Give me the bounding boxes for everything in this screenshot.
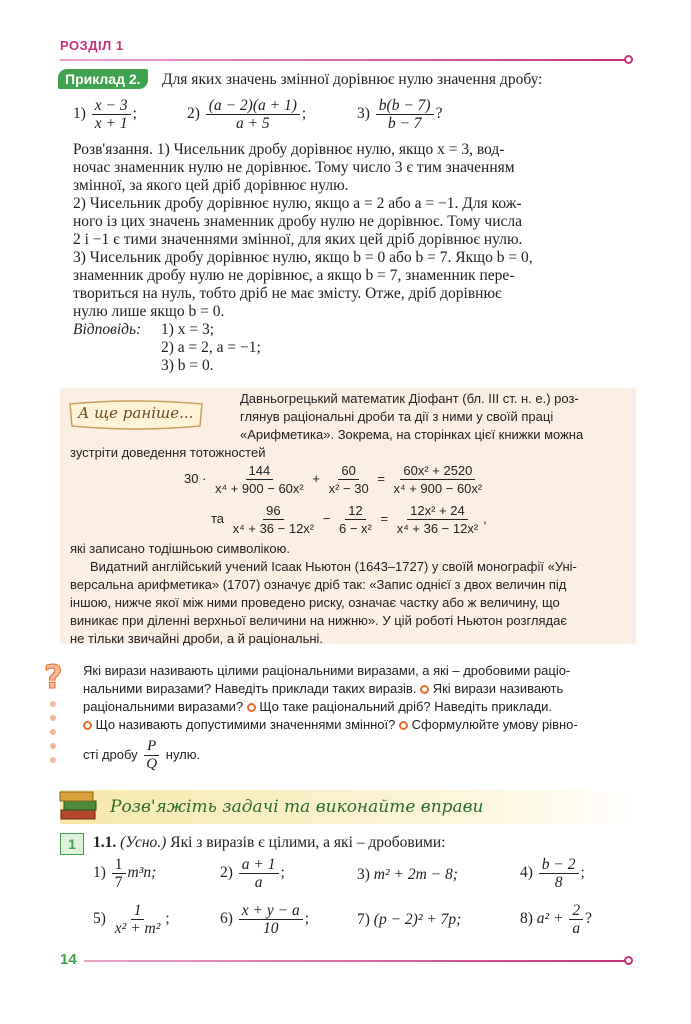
task-item-7: 7) (p − 2)² + 7p; bbox=[357, 911, 462, 928]
svg-text:?: ? bbox=[44, 658, 63, 696]
example-badge: Приклад 2. bbox=[58, 69, 148, 89]
example-question: Для яких значень змінної дорівнює нулю значення дробу: bbox=[162, 71, 543, 88]
bullet-icon bbox=[83, 721, 92, 730]
task-item-3: 3) m² + 2m − 8; bbox=[357, 866, 458, 883]
section-label: РОЗДІЛ 1 bbox=[60, 38, 124, 53]
bullet-icon bbox=[420, 685, 429, 694]
task-item-4: 4) $\frac{b - 2}{8}$ ; bbox=[520, 856, 585, 891]
history-para1-a: Давньогрецький математик Діофант (бл. III ст. н. е.) роз- глянув раціональні дроби та дії з ними у своїй праці «Арифметика». Зокрема, на сторінках цієї книжки можна bbox=[240, 391, 584, 442]
example-item-2: 2) $\frac{(a - 2)(a + 1)}{a + 5}$ ; bbox=[187, 97, 307, 132]
bullet-icon bbox=[247, 703, 256, 712]
header-rule-end bbox=[624, 55, 633, 64]
task-item-6: 6) $\frac{x + y - a}{10}$ ; bbox=[220, 902, 310, 937]
question-mark-icon bbox=[40, 658, 76, 776]
example-item-3: 3) $\frac{b(b - 7)}{b - 7}$ ? bbox=[357, 97, 443, 132]
exercises-banner-title: Розв'яжіть задачі та виконайте вправи bbox=[110, 797, 484, 817]
answer-list: 1) x = 3; 2) a = 2, a = −1; 3) b = 0. bbox=[161, 321, 261, 374]
history-tag: А ще раніше... bbox=[78, 404, 194, 422]
task-item-5: 5) $\frac{1}{\text{x² + m²}}$ ; bbox=[93, 902, 170, 937]
footer-rule-end bbox=[624, 956, 633, 965]
answer-label: Відповідь: bbox=[73, 321, 142, 338]
example-item-1: 1) $\frac{x - 3}{x + 1}$ ; bbox=[73, 97, 137, 132]
review-questions: Які вирази називають цілими раціональними виразами, а які – дробовими раціо- нальними виразами? Наведіть приклади таких виразів. Які вирази називають раціональними виразами? Що таке раціональний дріб? Наведіть приклади. Що називають допустимими значеннями змінної? Сформулюйте умову рівно- сті дробу $\frac{P}{Q}$ нулю. bbox=[83, 663, 578, 772]
identity-2: та $\frac{96}{\text{x⁴ + 36 − 12x²}}$ − $\frac{12}{\text{6 − x²}}$ = $\frac{\text{12x² + 24}}{\text{x⁴ + 36 − 12x²}}$ , bbox=[211, 503, 487, 536]
history-para2: Видатний англійський учений Ісаак Ньютон (1643–1727) у своїй монографії «Уні- версальна арифметика» (1707) означує дріб так: «Запис однієї з двох величин під іншою, нижче якої між ними проведено риску, означає частку або ж величину, що виникає при діленні верхньої величини на нижню». У цій роботі Ньютон розглядає не тільки звичайні дроби, а й раціональні. bbox=[70, 559, 577, 646]
bullet-icon bbox=[399, 721, 408, 730]
books-icon bbox=[58, 786, 100, 822]
page-number: 14 bbox=[60, 951, 77, 968]
solution-text: Розв'язання. 1) Чисельник дробу дорівнює нулю, якщо x = 3, вод- ночас знаменник нулю не дорівнює. Тому число 3 є тим значенням змінної, за якого цей дріб дорівнює нулю. 2) Чисельник дробу дорівнює нулю, якщо a = 2 або a = −1. Для кож- ного із цих значень знаменник дробу нулю не дорівнює. Тому числа 2 і −1 є тими значеннями змінної, для яких цей дріб дорівнює нулю. 3) Чисельник дробу дорівнює нулю, якщо b = 0 або b = 7. Якщо b = 0, знаменник дробу нулю не дорівнює, а якщо b = 7, знаменник пере- твориться на нуль, тобто дріб не має змісту. Отже, дріб дорівнює нулю лише якщо b = 0. bbox=[73, 141, 533, 320]
footer-rule bbox=[84, 960, 626, 962]
task-heading: 1.1. (Усно.) Які з виразів є цілими, а які – дробовими: bbox=[93, 834, 446, 851]
header-rule bbox=[60, 59, 626, 61]
task-item-2: 2) $\frac{a + 1}{a}$ ; bbox=[220, 856, 285, 891]
task-item-1: 1) $\frac{1}{7}$ m³n; bbox=[93, 856, 157, 891]
history-para1-b: зустріти доведення тотожностей bbox=[70, 445, 266, 460]
task-item-8: 8) a² + $\frac{2}{a}$ ? bbox=[520, 902, 593, 937]
level-badge: 1 bbox=[60, 833, 84, 855]
identity-1: 30 · $\frac{144}{\text{x⁴ + 900 − 60x²}}$ + $\frac{60}{\text{x² − 30}}$ = $\frac{\text{60x² + 2520}}{\text{x⁴ + 900 − 60x²}}$ bbox=[184, 463, 483, 496]
history-after-eq: які записано тодішньою символікою. bbox=[70, 541, 290, 556]
